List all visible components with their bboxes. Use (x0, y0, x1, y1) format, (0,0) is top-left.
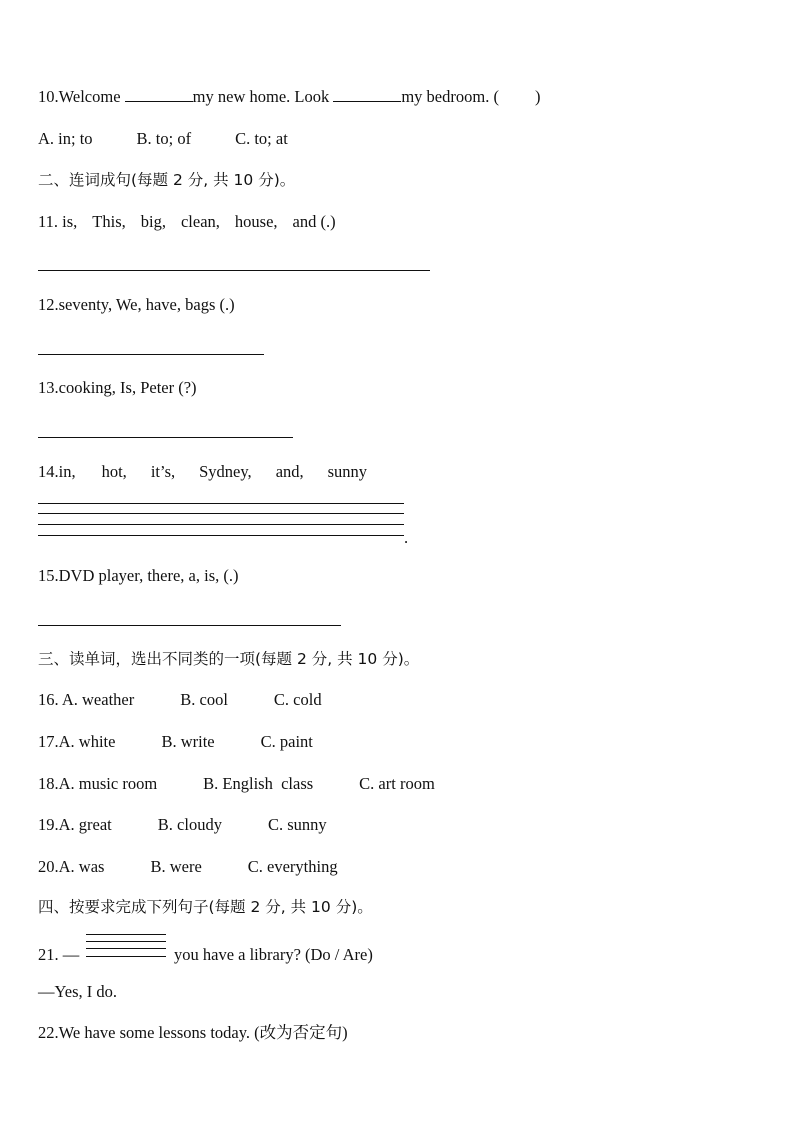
option-a: 16. A. weather (38, 690, 135, 709)
option-c: C. cold (273, 690, 322, 709)
question-20 (38, 857, 338, 877)
option-b: B. cool (180, 690, 228, 709)
answer-line[interactable] (38, 535, 404, 536)
question-21-text: you have a library? (Do / Are) (174, 945, 373, 964)
question-12: 12.seventy, We, have, bags (.) (38, 295, 235, 314)
question-10 (38, 87, 540, 107)
section-3-title: 三、读单词，选出不同类的一项(每题 2 分, 共 10 分)。 (38, 650, 420, 668)
question-21-prefix: 21. — (38, 945, 80, 964)
option-c: C. paint (260, 732, 313, 751)
word: This, (92, 212, 126, 231)
question-15: 15.DVD player, there, a, is, (.) (38, 566, 239, 585)
question-10-options (38, 129, 288, 149)
option-a: 20.A. was (38, 857, 105, 876)
option-c: C. to; at (235, 129, 288, 148)
question-21-answer: —Yes, I do. (38, 982, 118, 1001)
answer-blank[interactable] (125, 87, 193, 102)
word: clean, (180, 212, 220, 231)
section-2-title: 二、连词成句(每题 2 分, 共 10 分)。 (38, 171, 296, 189)
answer-line[interactable] (38, 513, 404, 514)
option-a: 17.A. white (38, 732, 116, 751)
answer-line[interactable] (86, 934, 166, 935)
answer-line[interactable] (38, 503, 404, 504)
option-b: B. English class (203, 774, 314, 793)
word: . is, (53, 212, 78, 231)
question-text-part4: ) (534, 87, 541, 106)
question-18 (38, 774, 435, 794)
word: Sydney, (199, 462, 252, 481)
answer-line[interactable] (86, 941, 166, 942)
answer-line[interactable] (38, 354, 264, 355)
question-11 (38, 212, 336, 232)
word: sunny (327, 462, 368, 481)
answer-line[interactable] (38, 270, 430, 271)
word: and, (275, 462, 304, 481)
answer-line[interactable] (38, 625, 341, 626)
option-b: B. were (150, 857, 202, 876)
question-13: 13.cooking, Is, Peter (?) (38, 378, 197, 397)
answer-line[interactable] (38, 524, 404, 525)
question-14 (38, 462, 367, 482)
section-4-title: 四、按要求完成下列句子(每题 2 分, 共 10 分)。 (38, 898, 373, 916)
option-b: B. cloudy (157, 815, 222, 834)
word: 14.in, (38, 462, 76, 481)
option-c: C. art room (359, 774, 435, 793)
word: hot, (101, 462, 127, 481)
option-b: B. to; of (136, 129, 192, 148)
question-17 (38, 732, 313, 752)
option-a: 19.A. great (38, 815, 112, 834)
answer-blank[interactable] (333, 87, 401, 102)
answer-line[interactable] (86, 956, 166, 957)
option-a: 18.A. music room (38, 774, 158, 793)
option-c: C. sunny (267, 815, 327, 834)
question-22: 22.We have some lessons today. (改为否定句) (38, 1023, 348, 1042)
option-c: C. everything (247, 857, 338, 876)
question-16 (38, 690, 322, 710)
word: it’s, (150, 462, 176, 481)
question-number: 10. (38, 87, 59, 106)
option-a: A. in; to (38, 129, 93, 148)
question-text-part3: my bedroom. ( (401, 87, 499, 106)
word: big, (140, 212, 166, 231)
question-19 (38, 815, 327, 835)
question-text-part1: Welcome (58, 87, 125, 106)
answer-line[interactable] (38, 437, 293, 438)
question-number: 11 (38, 212, 54, 231)
answer-line[interactable] (86, 948, 166, 949)
question-text-part2: my new home. Look (192, 87, 334, 106)
word: house, (234, 212, 278, 231)
option-b: B. write (161, 732, 215, 751)
word: and (.) (292, 212, 336, 231)
end-period: . (404, 528, 409, 547)
